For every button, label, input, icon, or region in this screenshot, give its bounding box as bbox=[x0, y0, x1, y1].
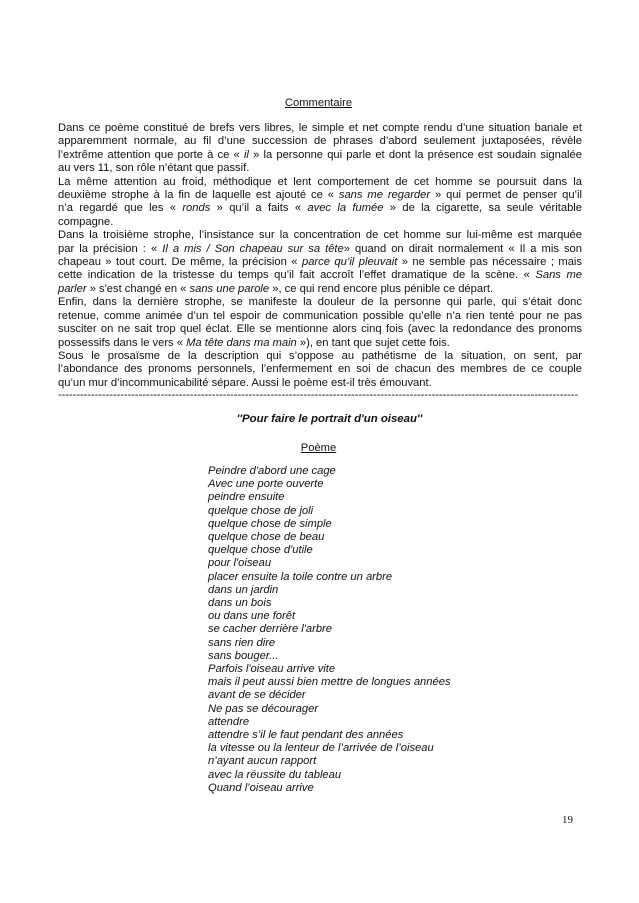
commentary-line bbox=[58, 310, 582, 323]
text-run: » qui permet de penser qu’il bbox=[430, 189, 582, 202]
poem-verse: ou dans une forêt bbox=[208, 610, 296, 623]
poem-verse: sans rien dire bbox=[208, 636, 276, 649]
commentary-line bbox=[58, 323, 582, 336]
text-run: » la personne qui parle et dont la présence est soudain signalée bbox=[248, 148, 582, 161]
poem-verse: dans un bois bbox=[208, 597, 272, 610]
commentary-line bbox=[58, 122, 582, 135]
commentary-paragraph bbox=[58, 176, 582, 230]
poem-verse: quelque chose d'utile bbox=[208, 544, 313, 557]
text-run: qu’un mur d’incommunicabilité sépare. Aussi le poème est-il très émouvant. bbox=[58, 376, 432, 389]
emphasized-quote: ronds bbox=[182, 202, 211, 215]
text-run: » qu’il a faits « bbox=[210, 202, 308, 215]
commentary-body bbox=[58, 122, 582, 390]
commentary-line bbox=[58, 216, 582, 229]
poem-label: Poème bbox=[300, 442, 337, 454]
commentary-line bbox=[58, 202, 582, 215]
text-run: »), en tant que sujet cette fois. bbox=[296, 336, 450, 349]
poem-verse: placer ensuite la toile contre un arbre bbox=[208, 570, 393, 583]
commentary-line bbox=[58, 229, 582, 242]
emphasized-quote: avec la fumée bbox=[307, 202, 384, 215]
poem-verse: dans un jardin bbox=[208, 583, 279, 596]
poem-verse: pour l'oiseau bbox=[208, 557, 272, 570]
dashed-separator: ---------------------------------------------------------------------------------------------------------------------------------------------- bbox=[58, 389, 579, 401]
commentary-line bbox=[58, 176, 582, 189]
text-run: par la précision : « bbox=[58, 242, 163, 255]
text-run: compagne. bbox=[58, 215, 114, 228]
text-run: Dans la troisième strophe, l’insistance sur la concentration de cet homme sur lui-même est marquée bbox=[58, 229, 582, 242]
commentary-paragraph bbox=[58, 350, 582, 390]
commentary-line bbox=[58, 149, 582, 162]
poem-body bbox=[208, 465, 568, 795]
commentary-line bbox=[58, 189, 582, 202]
poem-verse: attendre bbox=[208, 715, 250, 728]
poem-verse: peindre ensuite bbox=[208, 491, 285, 504]
poem-verse: sans bouger... bbox=[208, 649, 279, 662]
poem-verse: quelque chose de simple bbox=[208, 517, 332, 530]
emphasized-quote: parler bbox=[58, 282, 87, 295]
commentary-line bbox=[58, 243, 582, 256]
commentary-line bbox=[58, 162, 582, 175]
text-run: Enfin, dans la dernière strophe, se manifeste la douleur de la personne qui parle, qui s’était donc bbox=[58, 296, 582, 309]
commentary-paragraph bbox=[58, 229, 582, 296]
poem-verse: la vitesse ou la lenteur de l’arrivée de l’oiseau bbox=[208, 742, 434, 755]
commentary-paragraph bbox=[58, 296, 582, 350]
text-run: n’a regardé que les « bbox=[58, 202, 183, 215]
emphasized-quote: sans une parole bbox=[189, 282, 270, 295]
commentary-line bbox=[58, 350, 582, 363]
text-run: », ce qui rend encore plus pénible ce départ. bbox=[269, 282, 494, 295]
text-run: Dans ce poème constitué de brefs vers libres, le simple et net compte rendu d’une situation banale et bbox=[58, 122, 582, 134]
text-run: l’extrême attention que porte à ce « bbox=[58, 148, 244, 161]
emphasized-quote: Il a mis / Son chapeau sur sa tête bbox=[162, 242, 344, 255]
commentary-line bbox=[58, 256, 582, 269]
poem-verse: Peindre d'abord une cage bbox=[208, 465, 336, 477]
commentary-paragraph bbox=[58, 122, 582, 176]
text-run: possessifs dans le vers « bbox=[58, 336, 187, 349]
text-run: l’abondance des pronoms personnels, l’enfermement en soi de chacun des membres de ce couple bbox=[58, 363, 582, 376]
text-run: » quand on dirait normalement « Il a mis son bbox=[343, 242, 582, 255]
text-run: deuxième strophe à la fin de laquelle est ajouté ce « bbox=[58, 189, 339, 202]
poem-verse: avant de se décider bbox=[208, 689, 306, 702]
text-run: susciter on ne sait trop quel éclat. Elle se mentionne alors cinq fois (avec la redondance des pronoms bbox=[58, 323, 582, 336]
text-run: » de la cigarette, sa seule véritable bbox=[383, 202, 582, 215]
text-run: » ne semble pas nécessaire ; mais bbox=[397, 256, 583, 269]
poem-verse: quelque chose de joli bbox=[208, 504, 314, 517]
commentary-line bbox=[58, 269, 582, 282]
emphasized-quote: parce qu’il pleuvait bbox=[301, 256, 398, 269]
poem-verse: se cacher derrière l'arbre bbox=[208, 623, 333, 636]
text-run: Sous le prosaïsme de la description qui s’oppose au pathétisme de la situation, on sent, par bbox=[58, 349, 582, 362]
commentary-line bbox=[58, 363, 582, 376]
poem-verse: n’ayant aucun rapport bbox=[208, 755, 317, 768]
commentary-line bbox=[58, 296, 582, 309]
commentary-line bbox=[58, 283, 582, 296]
page-number: 19 bbox=[562, 814, 573, 826]
emphasized-quote: sans me regarder bbox=[338, 189, 431, 202]
poem-verse: attendre s’il le faut pendant des années bbox=[208, 729, 404, 742]
poem-title: ''Pour faire le portrait d'un oiseau'' bbox=[236, 413, 423, 425]
emphasized-quote: il bbox=[243, 148, 249, 161]
text-run: » s'est changé en « bbox=[86, 282, 190, 295]
text-run: La même attention au froid, méthodique et lent comportement de cet homme se poursuit dans la bbox=[58, 175, 582, 188]
poem-verse: Avec une porte ouverte bbox=[208, 478, 324, 491]
poem-verse: Quand l’oiseau arrive bbox=[208, 781, 314, 794]
poem-verse: Parfois l'oiseau arrive vite bbox=[208, 663, 336, 676]
text-run: apparemment normale, au fil d’une succession de phrases d’abord seulement juxtaposées, révèle bbox=[58, 135, 582, 148]
text-run: retenue, comme animée d’un tel espoir de communication possible qu’elle n’a rien tenté pour ne pas bbox=[58, 309, 582, 322]
text-run: cette indication de la tristesse du temps qu’il fait accroît l’effet dramatique de la scène. « bbox=[58, 269, 536, 282]
emphasized-quote: Sans me bbox=[535, 269, 582, 282]
poem-verse: quelque chose de beau bbox=[208, 531, 325, 544]
poem-verse: avec la réussite du tableau bbox=[208, 768, 342, 781]
commentary-line bbox=[58, 337, 582, 350]
text-run: chapeau » tout court. De même, la précision « bbox=[58, 256, 302, 269]
emphasized-quote: Ma tête dans ma main bbox=[186, 336, 297, 349]
text-run: au vers 11, son rôle n’étant que passif. bbox=[58, 162, 250, 175]
commentary-heading: Commentaire bbox=[284, 97, 353, 109]
poem-verse: mais il peut aussi bien mettre de longues années bbox=[208, 676, 451, 689]
poem-verse: Ne pas se décourager bbox=[208, 702, 319, 715]
commentary-line bbox=[58, 135, 582, 148]
